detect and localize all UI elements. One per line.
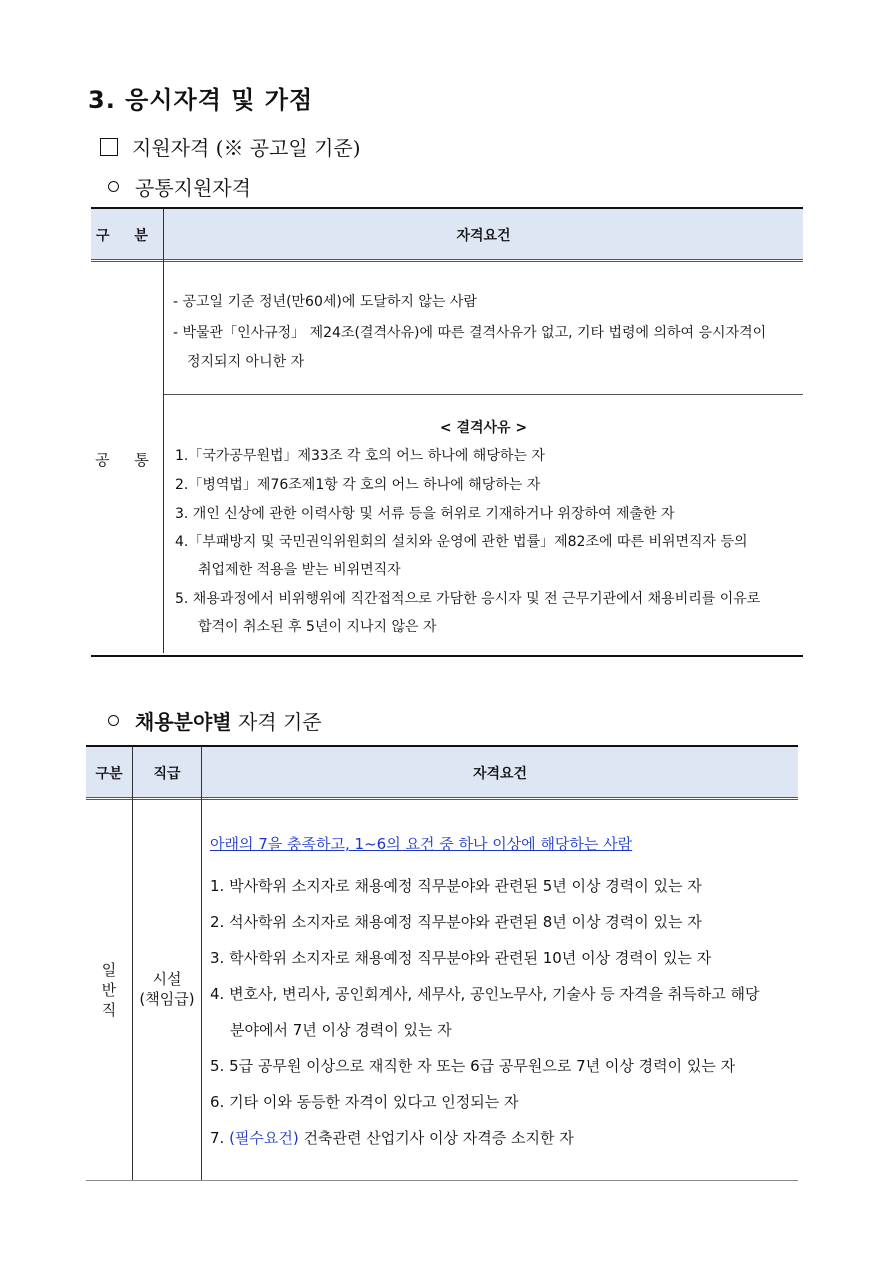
requirement-item: 분야에서 7년 이상 경력이 있는 자	[230, 1021, 452, 1039]
requirement-line: 정지되지 아니한 자	[187, 354, 305, 370]
rank-cell: 시설 (책임급)	[139, 970, 195, 1008]
disqualification-item: 5. 채용과정에서 비위행위에 직간접적으로 가담한 응시자 및 전 근무기관에서 채용비리를 이유로	[175, 591, 761, 607]
section1-title	[108, 172, 251, 201]
section2-title	[108, 706, 322, 735]
checkbox-icon	[100, 138, 118, 156]
item7-prefix: 7.	[210, 1129, 230, 1147]
disqualification-item: 합격이 취소된 후 5년이 지나지 않은 자	[198, 619, 437, 635]
disqualification-item: 1.「국가공무원법」제33조 각 호의 어느 하나에 해당하는 자	[175, 448, 545, 464]
category-cell: 일 반 직	[101, 961, 117, 1019]
item7-text: 건축관련 산업기사 이상 자격증 소지한 자	[298, 1129, 574, 1147]
circle-bullet-icon	[108, 715, 119, 726]
mandatory-tag: (필수요건)	[229, 1129, 299, 1147]
field-qualifications-table	[86, 745, 798, 1181]
section1-title-text: 공통지원자격	[135, 176, 251, 200]
disqualification-item: 취업제한 적용을 받는 비위면직자	[198, 562, 401, 578]
section2-title-bold: 채용분야별	[135, 710, 232, 734]
header-rank: 직급	[153, 766, 181, 782]
header-requirements: 자격요건	[472, 766, 528, 782]
header-divider	[91, 261, 803, 262]
requirement-item: 1. 박사학위 소지자로 채용예정 직무분야와 관련된 5년 이상 경력이 있는 자	[210, 877, 702, 895]
requirement-item: 5. 5급 공무원 이상으로 재직한 자 또는 6급 공무원으로 7년 이상 경력이 있는 자	[210, 1057, 736, 1075]
requirement-item: 4. 변호사, 변리사, 공인회계사, 세무사, 공인노무사, 기술사 등 자격을 취득하고 해당	[210, 985, 760, 1003]
requirement-line: - 공고일 기준 정년(만60세)에 도달하지 않는 사람	[173, 294, 477, 310]
requirement-item: 6. 기타 이와 동등한 자격이 있다고 인정되는 자	[210, 1093, 519, 1111]
row-divider	[164, 394, 803, 395]
common-qualifications-table	[91, 207, 803, 657]
disqualification-item: 4.「부패방지 및 국민권익위원회의 설치와 운영에 관한 법률」제82조에 따른 비위면직자 등의	[175, 534, 748, 550]
row-label: 공 통	[95, 451, 159, 469]
subheading	[100, 132, 361, 161]
requirement-line: - 박물관「인사규정」 제24조(결격사유)에 따른 결격사유가 없고, 기타 법령에 의하여 응시자격이	[173, 325, 767, 341]
disqualification-item: 3. 개인 신상에 관한 이력사항 및 서류 등을 허위로 기재하거나 위장하여 제출한 자	[175, 506, 675, 522]
requirement-item: 2. 석사학위 소지자로 채용예정 직무분야와 관련된 8년 이상 경력이 있는 자	[210, 913, 702, 931]
column-divider	[201, 747, 202, 1180]
section-heading: 3. 응시자격 및 가점	[88, 86, 314, 114]
column-divider	[132, 747, 133, 1180]
disqualification-item: 2.「병역법」제76조제1항 각 호의 어느 하나에 해당하는 자	[175, 477, 541, 493]
table-header	[86, 747, 798, 798]
header-category: 구 분	[96, 228, 158, 244]
requirement-item-mandatory	[210, 1127, 574, 1148]
requirement-intro: 아래의 7을 충족하고, 1~6의 요건 중 하나 이상에 해당하는 사람	[210, 835, 633, 853]
header-requirements: 자격요건	[456, 228, 511, 244]
table-header	[91, 209, 803, 260]
subheading-text: 지원자격 (※ 공고일 기준)	[132, 136, 361, 160]
disqualification-title: < 결격사유 >	[439, 420, 528, 436]
circle-bullet-icon	[108, 181, 119, 192]
header-category: 구분	[95, 766, 123, 782]
requirement-item: 3. 학사학위 소지자로 채용예정 직무분야와 관련된 10년 이상 경력이 있는 자	[210, 949, 712, 967]
section2-title-rest: 자격 기준	[231, 710, 322, 734]
header-divider	[86, 799, 798, 800]
